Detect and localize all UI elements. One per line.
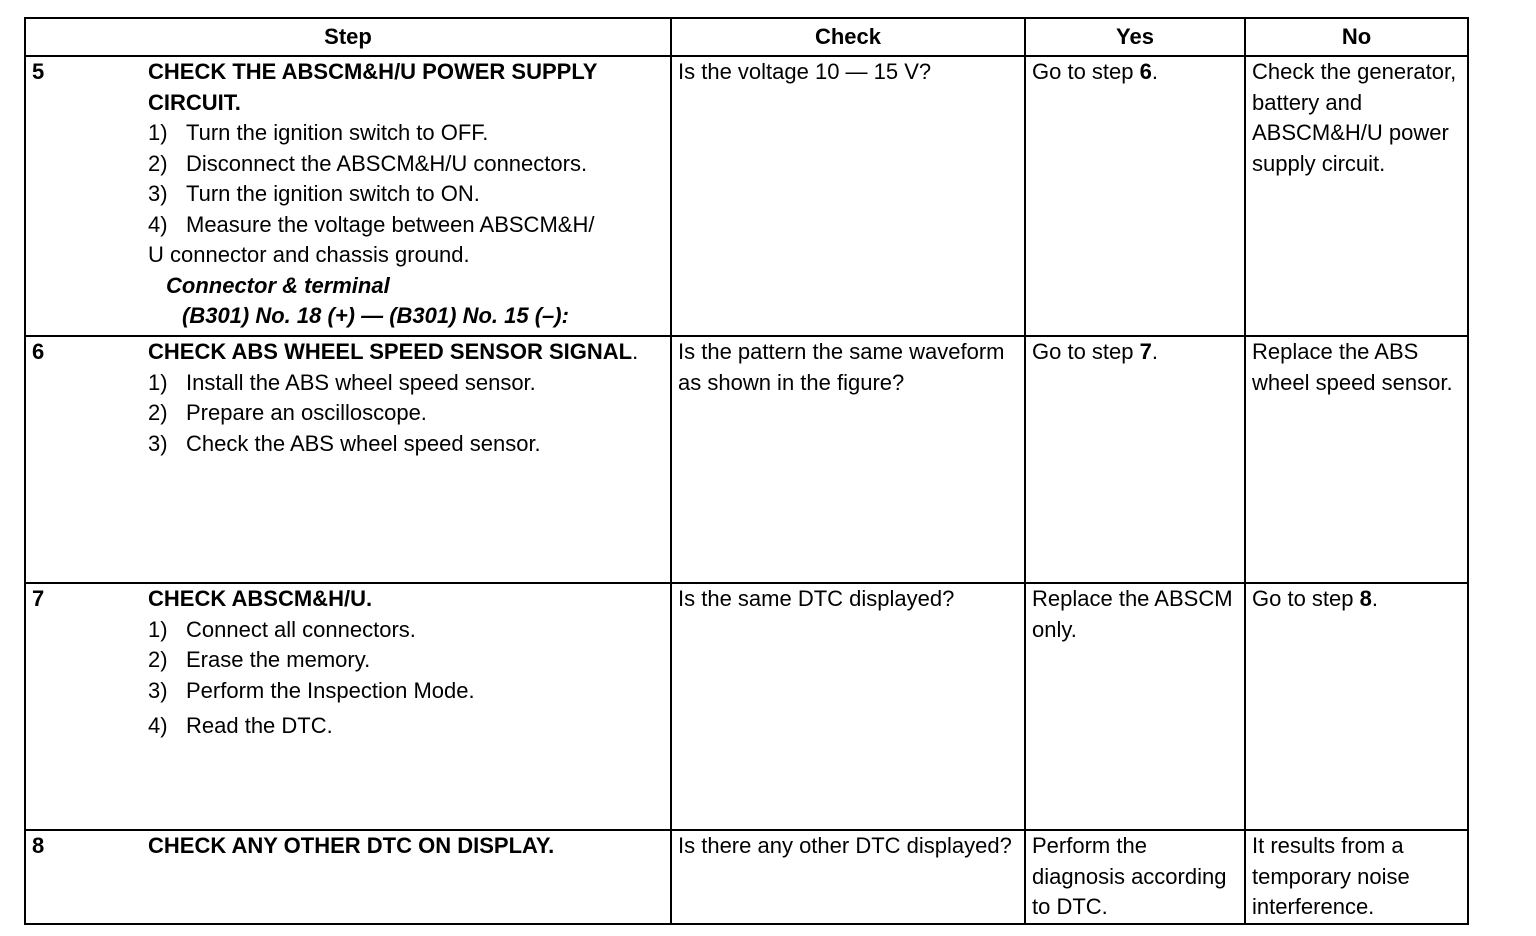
yes-cell: Go to step 7. <box>1025 336 1245 583</box>
header-check: Check <box>671 18 1025 56</box>
no-cell: Check the generator, battery and ABSCM&H/U power supply circuit. <box>1245 56 1468 336</box>
step-number: 5 <box>32 59 45 84</box>
check-cell: Is the voltage 10 — 15 V? <box>671 56 1025 336</box>
step-cell <box>25 336 671 583</box>
step-number: 8 <box>32 833 45 858</box>
step-number: 6 <box>32 339 45 364</box>
step-item: 4) Read the DTC. <box>148 713 333 738</box>
step-item: 1) Connect all connectors. <box>148 616 416 642</box>
connector-terminal: (B301) No. 18 (+) — (B301) No. 15 (–): <box>182 303 569 328</box>
header-yes: Yes <box>1025 18 1245 56</box>
step-cell <box>25 583 671 830</box>
table-row-step-7 <box>25 583 1468 830</box>
header-step: Step <box>25 18 671 56</box>
step-title: CHECK ABSCM&H/U. <box>148 586 373 611</box>
no-cell: Replace the ABS wheel speed sensor. <box>1245 336 1468 583</box>
step-item: 2) Disconnect the ABSCM&H/U connectors. <box>148 150 588 176</box>
check-cell: Is there any other DTC displayed? <box>671 830 1025 924</box>
step-item: 1) Turn the ignition switch to OFF. <box>148 120 489 145</box>
check-cell: Is the pattern the same waveform as shown in the figure? <box>671 336 1025 583</box>
step-title: CHECK ANY OTHER DTC ON DISPLAY. <box>148 833 555 858</box>
table-row-step-6 <box>25 336 1468 583</box>
no-cell: It results from a temporary noise interference. <box>1245 830 1468 924</box>
yes-cell: Replace the ABSCM only. <box>1025 583 1245 830</box>
no-cell: Go to step 8. <box>1245 583 1468 830</box>
yes-cell: Perform the diagnosis according to DTC. <box>1025 830 1245 924</box>
step-item: 3) Perform the Inspection Mode. <box>148 677 475 703</box>
yes-cell: Go to step 6. <box>1025 56 1245 336</box>
check-cell: Is the same DTC displayed? <box>671 583 1025 830</box>
step-title: CHECK THE ABSCM&H/U POWER SUPPLY CIRCUIT. <box>148 59 598 115</box>
step-item-continuation: U connector and chassis ground. <box>148 242 470 267</box>
step-cell <box>25 830 671 924</box>
diagnostic-table <box>24 17 1469 925</box>
diagnostic-table-sheet <box>24 17 1467 923</box>
step-cell <box>25 56 671 336</box>
table-row-step-5 <box>25 56 1468 336</box>
header-row <box>25 18 1468 56</box>
table-row-step-8 <box>25 830 1468 924</box>
step-item: 2) Prepare an oscilloscope. <box>148 400 427 425</box>
connector-label: Connector & terminal <box>166 272 390 298</box>
step-item: 2) Erase the memory. <box>148 647 371 672</box>
step-item: 4) Measure the voltage between ABSCM&H/ <box>148 211 595 237</box>
step-number: 7 <box>32 586 45 611</box>
step-item: 3) Turn the ignition switch to ON. <box>148 181 480 206</box>
step-item: 1) Install the ABS wheel speed sensor. <box>148 369 536 395</box>
header-no: No <box>1245 18 1468 56</box>
step-item: 3) Check the ABS wheel speed sensor. <box>148 430 541 456</box>
step-title: CHECK ABS WHEEL SPEED SENSOR SIGNAL. <box>148 339 639 364</box>
